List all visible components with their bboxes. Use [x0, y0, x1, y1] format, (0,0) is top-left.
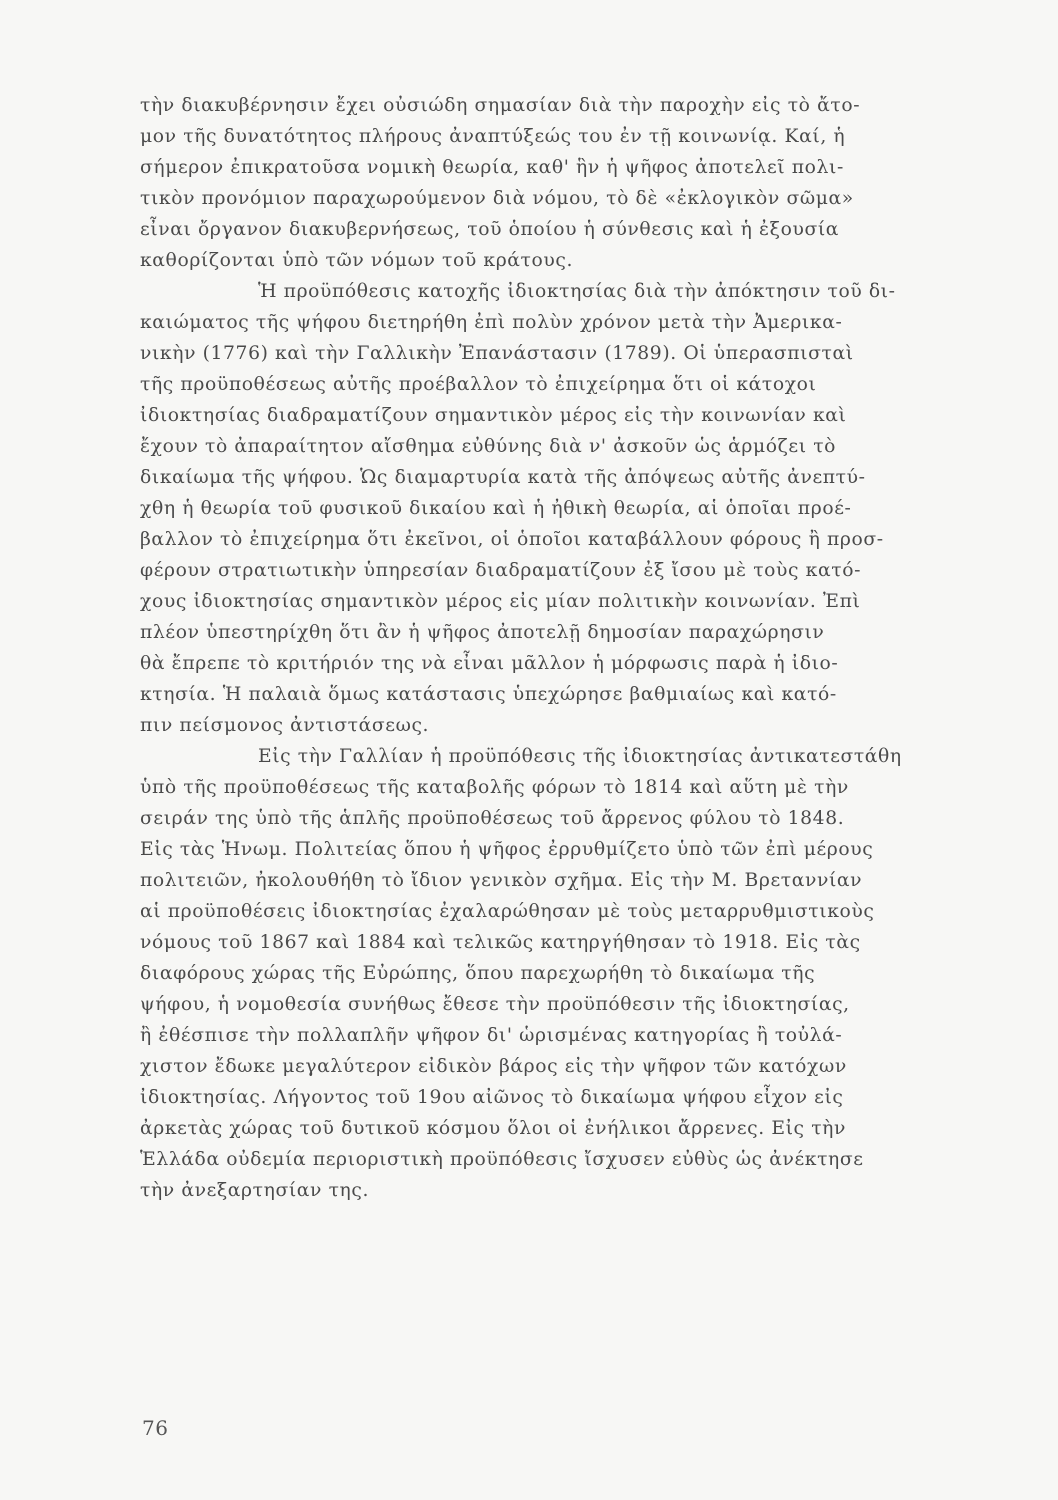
text-line: σειράν της ὑπὸ τῆς ἁπλῆς προϋποθέσεως τοῦ ἄρρενος φύλου τὸ 1848. [140, 808, 845, 829]
text-line: μον τῆς δυνατότητος πλήρους ἀναπτύξεώς του ἐν τῇ κοινωνίᾳ. Καί, ἡ [140, 126, 846, 147]
text-line: εἶναι ὄργανον διακυβερνήσεως, τοῦ ὁποίου ἡ σύνθεσις καὶ ἡ ἐξουσία [140, 219, 840, 240]
text-line: χιστον ἔδωκε μεγαλύτερον εἰδικὸν βάρος εἰς τὴν ψῆφον τῶν κατόχων [140, 1056, 847, 1077]
text-line: τῆς προϋποθέσεως αὐτῆς προέβαλλον τὸ ἐπιχείρημα ὅτι οἱ κάτοχοι [140, 374, 817, 395]
text-line: κτησία. Ἡ παλαιὰ ὅμως κατάστασις ὑπεχώρησε βαθμιαίως καὶ κατό- [140, 684, 837, 705]
text-line: πλέον ὑπεστηρίχθη ὅτι ἂν ἡ ψῆφος ἀποτελῇ δημοσίαν παραχώρησιν [140, 622, 825, 643]
text-line: φέρουν στρατιωτικὴν ὑπηρεσίαν διαδραματίζουν ἐξ ἴσου μὲ τοὺς κατό- [140, 560, 862, 581]
text-line: θὰ ἔπρεπε τὸ κριτήριόν της νὰ εἶναι μᾶλλον ἡ μόρφωσις παρὰ ἡ ἰδιο- [140, 653, 839, 674]
text-line: πιν πείσμονος ἀντιστάσεως. [140, 715, 430, 736]
text-line: χους ἰδιοκτησίας σημαντικὸν μέρος εἰς μίαν πολιτικὴν κοινωνίαν. Ἐπὶ [140, 591, 861, 612]
paragraph-first-line: Εἰς τὴν Γαλλίαν ἡ προϋπόθεσις τῆς ἰδιοκτησίας ἀντικατεστάθη [258, 746, 902, 767]
text-line: καιώματος τῆς ψήφου διετηρήθη ἐπὶ πολὺν χρόνον μετὰ τὴν Ἀμερικα- [140, 312, 843, 333]
text-line: ἰδιοκτησίας. Λήγοντος τοῦ 19ου αἰῶνος τὸ δικαίωμα ψήφου εἶχον εἰς [140, 1087, 844, 1108]
text-line: νόμους τοῦ 1867 καὶ 1884 καὶ τελικῶς κατηργήθησαν τὸ 1918. Εἰς τὰς [140, 932, 861, 953]
text-line: νικὴν (1776) καὶ τὴν Γαλλικὴν Ἐπανάστασιν (1789). Οἱ ὑπερασπισταὶ [140, 343, 854, 364]
text-line: τὴν ἀνεξαρτησίαν της. [140, 1180, 370, 1201]
text-line: ψήφου, ἡ νομοθεσία συνήθως ἔθεσε τὴν προϋπόθεσιν τῆς ἰδιοκτησίας, [140, 994, 850, 1015]
text-line: ἰδιοκτησίας διαδραματίζουν σημαντικὸν μέρος εἰς τὴν κοινωνίαν καὶ [140, 405, 847, 426]
text-line: αἱ προϋποθέσεις ἰδιοκτησίας ἐχαλαρώθησαν μὲ τοὺς μεταρρυθμιστικοὺς [140, 901, 875, 922]
text-line: σήμερον ἐπικρατοῦσα νομικὴ θεωρία, καθ' ἣν ἡ ψῆφος ἀποτελεῖ πολι- [140, 157, 844, 178]
text-line: χθη ἡ θεωρία τοῦ φυσικοῦ δικαίου καὶ ἡ ἠθικὴ θεωρία, αἱ ὁποῖαι προέ- [140, 498, 852, 519]
text-line: τικὸν προνόμιον παραχωρούμενον διὰ νόμου, τὸ δὲ «ἐκλογικὸν σῶμα» [140, 188, 854, 209]
page-number: 76 [142, 1416, 169, 1440]
text-line: ἔχουν τὸ ἀπαραίτητον αἴσθημα εὐθύνης διὰ ν' ἀσκοῦν ὡς ἁρμόζει τὸ [140, 436, 837, 457]
body-text [140, 90, 1030, 1206]
text-line: ἢ ἐθέσπισε τὴν πολλαπλῆν ψῆφον δι' ὡρισμένας κατηγορίας ἢ τοὐλά- [140, 1025, 843, 1046]
text-line: ὑπὸ τῆς προϋποθέσεως τῆς καταβολῆς φόρων τὸ 1814 καὶ αὕτη μὲ τὴν [140, 777, 849, 798]
text-line: βαλλον τὸ ἐπιχείρημα ὅτι ἐκεῖνοι, οἱ ὁποῖοι καταβάλλουν φόρους ἢ προσ- [140, 529, 884, 550]
text-line: τὴν διακυβέρνησιν ἔχει οὐσιώδη σημασίαν διὰ τὴν παροχὴν εἰς τὸ ἄτο- [140, 95, 861, 116]
text-line: πολιτειῶν, ἠκολουθήθη τὸ ἴδιον γενικὸν σχῆμα. Εἰς τὴν Μ. Βρεταννίαν [140, 870, 863, 891]
paragraph-first-line: Ἡ προϋπόθεσις κατοχῆς ἰδιοκτησίας διὰ τὴν ἀπόκτησιν τοῦ δι- [258, 281, 896, 302]
text-line: διαφόρους χώρας τῆς Εὐρώπης, ὅπου παρεχωρήθη τὸ δικαίωμα τῆς [140, 963, 816, 984]
text-line: δικαίωμα τῆς ψήφου. Ὡς διαμαρτυρία κατὰ τῆς ἀπόψεως αὐτῆς ἀνεπτύ- [140, 467, 866, 488]
text-line: Ἑλλάδα οὐδεμία περιοριστικὴ προϋπόθεσις ἴσχυσεν εὐθὺς ὡς ἀνέκτησε [140, 1149, 864, 1170]
text-line: Εἰς τὰς Ἡνωμ. Πολιτείας ὅπου ἡ ψῆφος ἐρρυθμίζετο ὑπὸ τῶν ἐπὶ μέρους [140, 839, 874, 860]
text-line: ἀρκετὰς χώρας τοῦ δυτικοῦ κόσμου ὅλοι οἱ ἐνήλικοι ἄρρενες. Εἰς τὴν [140, 1118, 846, 1139]
text-line: καθορίζονται ὑπὸ τῶν νόμων τοῦ κράτους. [140, 250, 574, 271]
